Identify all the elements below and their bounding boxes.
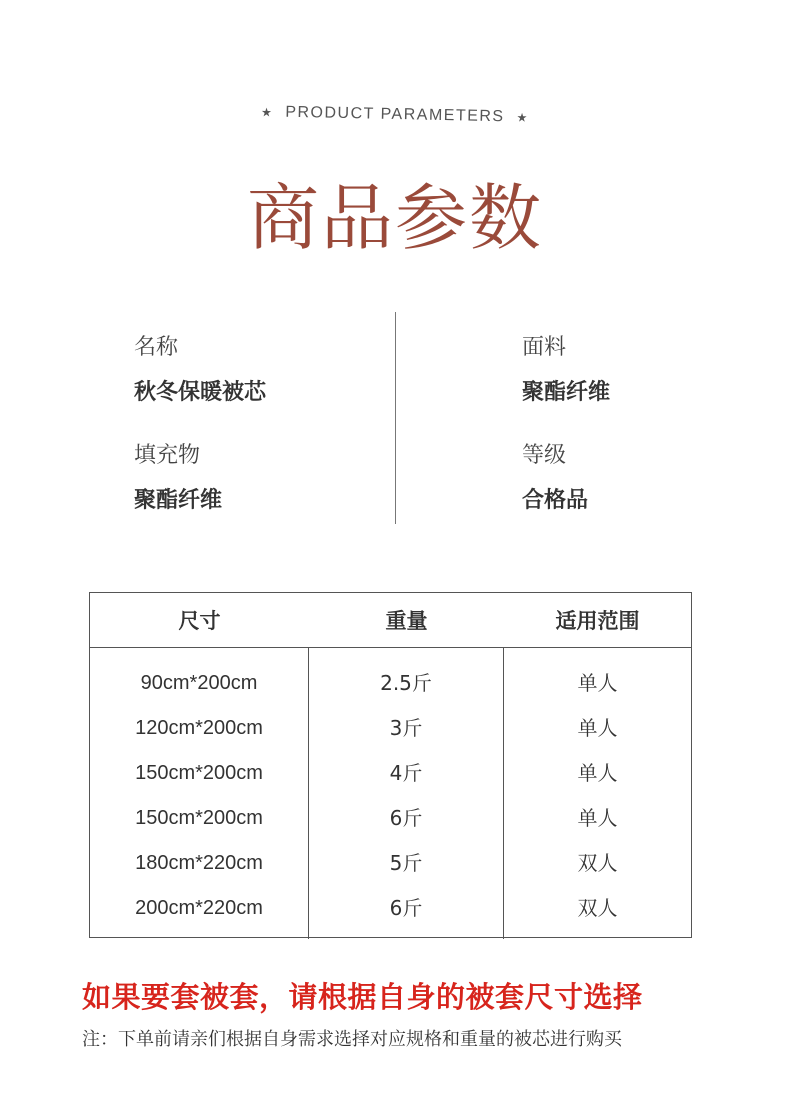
table-header [90,593,691,648]
star-icon-right: ★ [516,110,530,125]
column-weight [309,648,504,939]
cell-weight: 5斤 [389,851,423,875]
header-usage: 适用范围 [555,609,640,633]
header-weight: 重量 [385,609,428,633]
cell-size: 120cm*200cm [135,717,263,739]
cell-usage: 单人 [577,806,618,830]
cell-usage: 单人 [577,761,618,785]
param-filling [134,438,222,514]
param-label: 填充物 [134,443,201,468]
param-label: 名称 [134,335,179,360]
cell-usage: 单人 [577,716,618,740]
column-size [90,648,309,939]
param-label: 面料 [522,335,567,360]
cell-weight: 6斤 [389,896,423,920]
cell-size: 200cm*220cm [135,897,263,919]
table-body [90,648,691,939]
cell-size: 150cm*200cm [135,762,263,784]
cell-size: 90cm*200cm [140,672,258,694]
param-name [134,330,266,406]
param-grade [522,438,588,514]
param-value: 秋冬保暖被芯 [134,380,267,405]
note-text: 注：下单前请亲们根据自身需求选择对应规格和重量的被芯进行购买 [82,1029,622,1050]
cell-usage: 双人 [577,896,618,920]
cell-usage: 单人 [577,671,618,695]
size-table [89,592,692,938]
subtitle-text: PRODUCT PARAMETERS [285,103,505,126]
param-section [0,312,790,524]
page-title: 商品参数 [246,176,543,260]
param-value: 聚酯纤维 [134,488,223,513]
cell-weight: 4斤 [389,761,423,785]
cell-size: 180cm*220cm [135,852,263,874]
cell-weight: 3斤 [389,716,423,740]
star-icon-left: ★ [260,105,274,120]
warning-text: 如果要套被套，请根据自身的被套尺寸选择 [82,980,643,1014]
param-divider [395,312,396,524]
param-value: 聚酯纤维 [522,380,611,405]
subtitle [261,103,529,127]
subtitle-row [0,103,790,126]
header-size: 尺寸 [178,609,221,633]
cell-weight: 2.5斤 [380,671,432,695]
column-usage [504,648,691,939]
cell-size: 150cm*200cm [135,807,263,829]
cell-usage: 双人 [577,851,618,875]
cell-weight: 6斤 [389,806,423,830]
param-value: 合格品 [522,488,589,513]
param-label: 等级 [522,443,567,468]
param-fabric [522,330,610,406]
